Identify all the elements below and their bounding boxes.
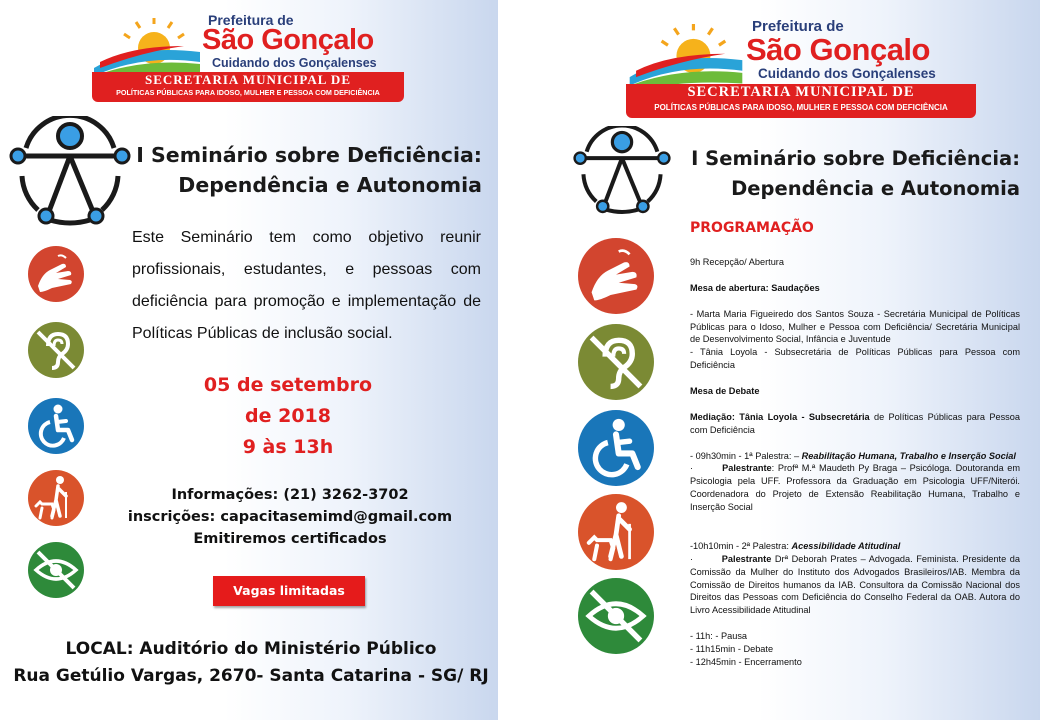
logo-city-name: São Gonçalo [202, 24, 374, 56]
seminar-title [678, 144, 1020, 204]
palestra2-title: Acessibilidade Atitudinal [791, 540, 901, 551]
info-email: inscrições: capacitasemimd@gmail.com [127, 509, 453, 525]
location-address: Rua Getúlio Vargas, 2670- Santa Catarina - SG/ RJ [13, 666, 489, 686]
mesa-abertura-rest: : Saudações [765, 282, 820, 293]
programme-heading: PROGRAMAÇÃO [690, 220, 814, 236]
palestra1-prefix: - 09h30min - 1ª Palestra: – [690, 450, 802, 461]
prog-mesa-debate: Mesa de Debate [690, 386, 760, 397]
prog-recepcao: 9h Recepção/ Abertura [690, 257, 784, 267]
title-line2: Dependência e Autonomia [178, 173, 482, 197]
sign-language-icon [578, 238, 654, 314]
programme-list [690, 256, 1020, 669]
logo-city-name: São Gonçalo [746, 32, 930, 67]
logo [626, 18, 976, 120]
palestra1-title: Reabilitação Humana, Trabalho e Inserção Social [801, 450, 1016, 461]
prog-mediacao [690, 411, 1020, 437]
prog-palestra2 [690, 540, 1020, 553]
logo-prefeitura: Prefeitura de [208, 12, 294, 28]
info-phone: Informações: (21) 3262-3702 [171, 487, 409, 503]
event-date [150, 370, 426, 463]
prog-tania: - Tânia Loyola - Subsecretária de Políticas Públicas para Pessoa com Deficiência [690, 347, 1020, 371]
title-line1: I Seminário sobre Deficiência: [136, 143, 482, 167]
flyer-front [0, 0, 498, 720]
prog-palestrante1 [690, 462, 1020, 514]
logo-band [92, 72, 404, 102]
bullet1: · [690, 463, 694, 474]
band-line2: POLÍTICAS PÚBLICAS PARA IDOSO, MULHER E PESSOA COM DEFICIÊNCIA [654, 103, 948, 112]
palestra2-prefix: -10h10min - 2ª Palestra: [690, 540, 792, 551]
guide-dog-icon [28, 470, 84, 526]
date-line2: de 2018 [245, 405, 331, 427]
location-line1: LOCAL: Auditório do Ministério Público [65, 639, 437, 659]
hearing-impaired-icon [28, 322, 84, 378]
logo-tagline: Cuidando dos Gonçalenses [758, 66, 936, 81]
logo [92, 12, 404, 104]
prog-encerramento: - 12h45min - Encerramento [690, 656, 802, 667]
logo-prefeitura: Prefeitura de [752, 18, 844, 35]
date-line1: 05 de setembro [203, 374, 373, 396]
seminar-title [130, 140, 482, 200]
prog-debate: - 11h15min - Debate [690, 644, 774, 655]
hearing-impaired-icon [578, 324, 654, 400]
visual-impairment-icon [578, 578, 654, 654]
band-line1: SECRETARIA MUNICIPAL DE [687, 84, 915, 100]
sign-language-icon [28, 246, 84, 302]
wheelchair-icon [28, 398, 84, 454]
title-line2: Dependência e Autonomia [731, 177, 1020, 200]
palestrante1-text: : Profª M.ª Maudeth Py Braga – Psicóloga. Doutoranda em Psicologia pela UFF. Professora da Graduação em Psicologia UFF/Niterói. Coordenadora do Projeto de Extensão Reabilitação Humana, Trabalho e Inserção Social [690, 463, 1021, 513]
bullet2: · [690, 553, 694, 564]
accessibility-person-icon [572, 126, 672, 216]
prog-marta: - Marta Maria Figueiredo dos Santos Souza - Secretária Municipal de Políticas Públicas para o Idoso, Mulher e Pessoa com Deficiência/ Secretária Municipal de Desenvolvimento Social, Infância e Juventude [690, 308, 1020, 345]
band-line1: SECRETARIA MUNICIPAL DE [145, 72, 351, 87]
sun-logo-icon [626, 24, 746, 92]
band-line2: POLÍTICAS PÚBLICAS PARA IDOSO, MULHER E PESSOA COM DEFICIÊNCIA [116, 88, 380, 97]
logo-tagline: Cuidando dos Gonçalenses [212, 56, 377, 70]
palestrante2-text: Drª Deborah Prates – Advogada. Feminista. Presidente da Comissão da Mulher do Instituto dos Advogados Brasileiros/IAB. Membra da Comissão de Direitos humanos da IAB. Consultora da Comissão Nacional dos Direitos das Pessoas com Deficiência do Conselho Federal da OAB. Autora do Livro Acessibilidade Atitudinal [690, 553, 1020, 616]
palestrante2-label: Palestrante [721, 553, 772, 564]
palestrante1-label: Palestrante [722, 463, 772, 474]
prog-pausa: - 11h: - Pausa [690, 631, 748, 642]
visual-impairment-icon [28, 542, 84, 598]
mesa-abertura-label: Mesa de abertura [690, 282, 766, 293]
wheelchair-icon [578, 410, 654, 486]
mediacao-rest: de Políticas Públicas para Pessoa com Deficiência [690, 411, 1020, 435]
info-certificates: Emitiremos certificados [193, 531, 387, 547]
prog-palestra1 [690, 450, 1020, 463]
mediacao-label: Mediação: Tânia Loyola - Subsecretária [690, 411, 870, 422]
vagas-badge: Vagas limitadas [213, 576, 365, 606]
logo-band [626, 84, 976, 118]
contact-info [120, 484, 460, 550]
seminar-description: Este Seminário tem como objetivo reunir profissionais, estudantes, e pessoas com deficiência para promoção e implementação de Políticas Públicas de inclusão social. [132, 229, 481, 342]
event-location [6, 636, 496, 690]
accessibility-person-icon [8, 116, 132, 228]
flyer-programme [528, 0, 1040, 720]
prog-mesa-abertura [690, 282, 1020, 295]
title-line1: I Seminário sobre Deficiência: [691, 147, 1020, 170]
guide-dog-icon [578, 494, 654, 570]
date-time: 9 às 13h [242, 436, 334, 458]
prog-palestrante2 [690, 553, 1020, 618]
